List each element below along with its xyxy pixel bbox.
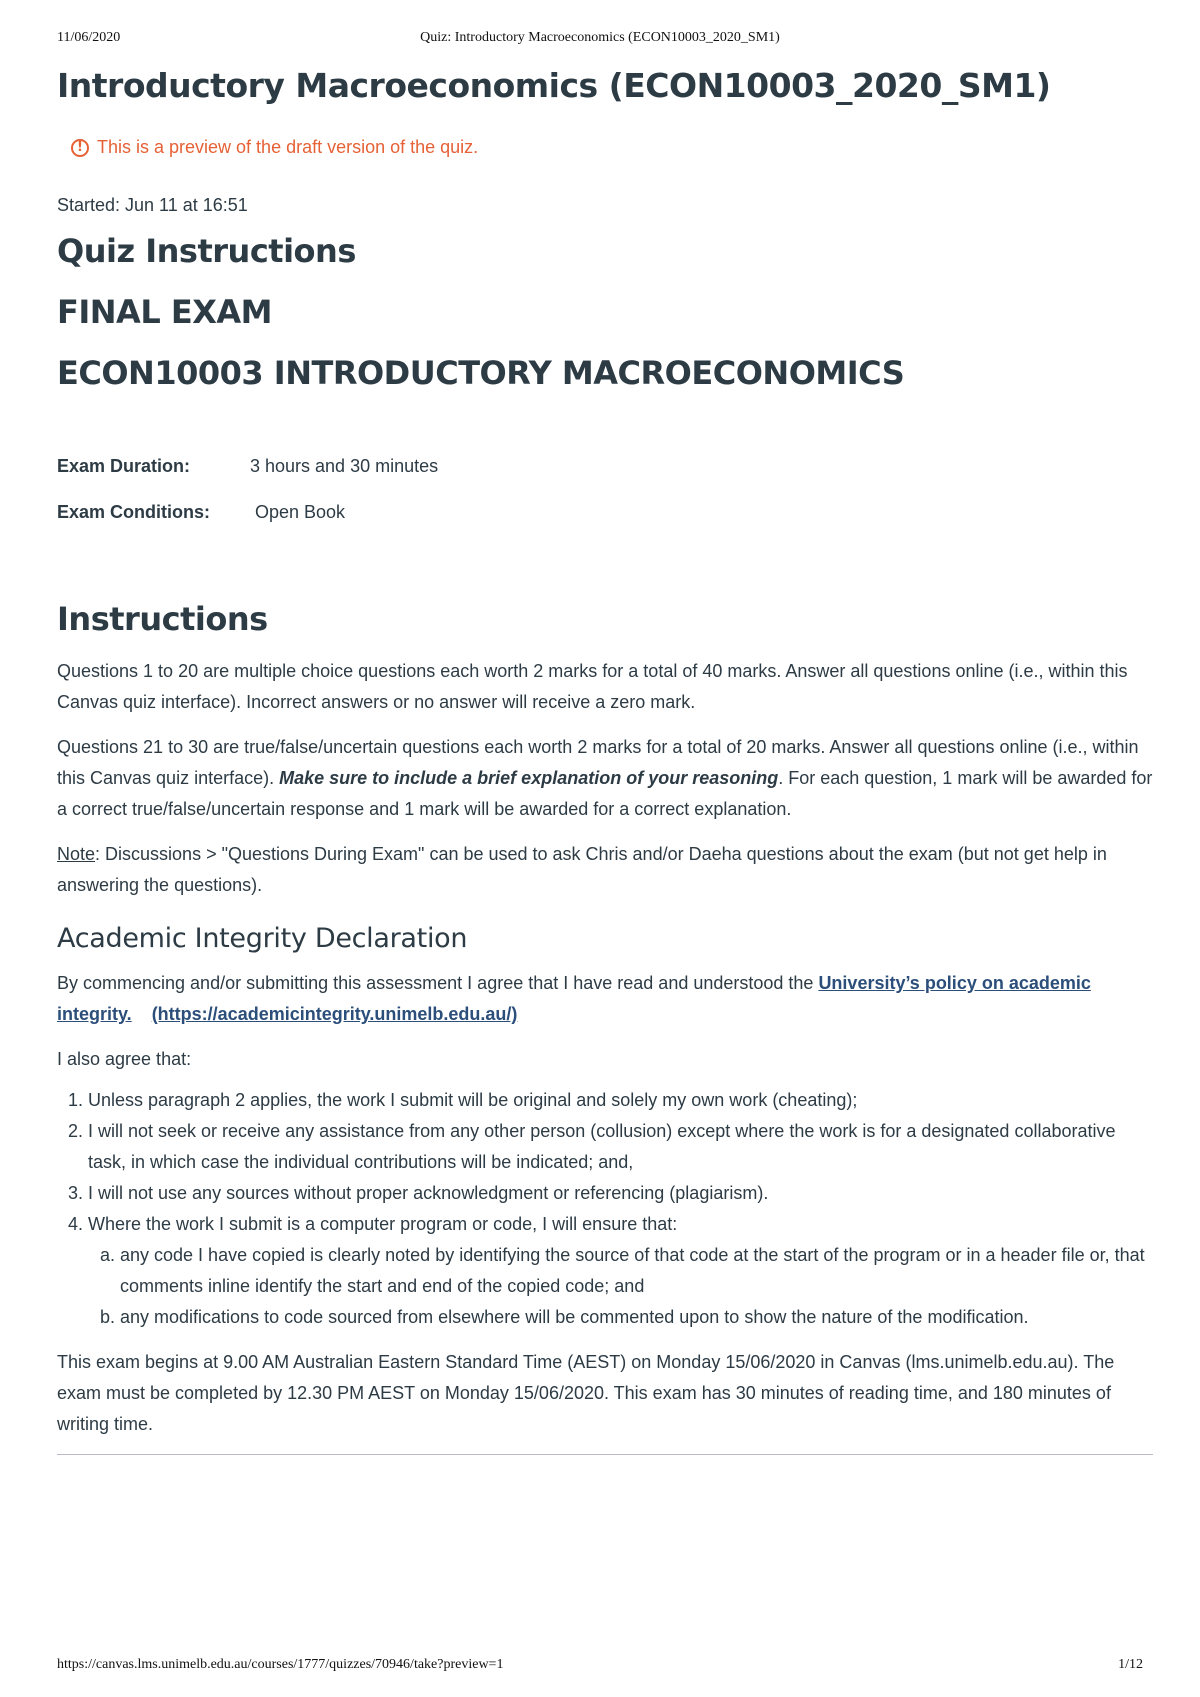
sublist-item: a. any code I have copied is clearly noted by identifying the source of that code at the start of the program or in a header file or, that comments inline identify the start and end of the copied code; and <box>120 1240 1153 1302</box>
instructions-paragraph-1: Questions 1 to 20 are multiple choice questions each worth 2 marks for a total of 40 marks. Answer all questions online (i.e., within this Canvas quiz interface). Incorrect answers or no answer will receive a zero mark. <box>57 661 1128 712</box>
exam-duration-value: 3 hours and 30 minutes <box>250 456 439 476</box>
reasoning-emphasis: Make sure to include a brief explanation of your reasoning <box>279 768 779 788</box>
preview-alert-text: This is a preview of the draft version of the quiz. <box>97 137 479 157</box>
page-title: Introductory Macroeconomics (ECON10003_2020_SM1) <box>57 66 1051 105</box>
quiz-content <box>57 60 1153 1455</box>
list-item: 3. I will not use any sources without proper acknowledgment or referencing (plagiarism). <box>88 1178 1153 1209</box>
exam-conditions-label: Exam Conditions: <box>57 502 211 522</box>
list-item <box>88 1209 1153 1333</box>
exam-schedule-paragraph: This exam begins at 9.00 AM Australian Eastern Standard Time (AEST) on Monday 15/06/2020 in Canvas (lms.unimelb.edu.au). The exam must be completed by 12.30 PM AEST on Monday 15/06/2020. This exam has 30 minutes of reading time, and 180 minutes of writing time. <box>57 1352 1115 1434</box>
paragraph-2-text-b: . For each question, 1 mark will be awarded for a correct true/false/uncertain response and 1 mark will be awarded for a correct explanation. <box>57 768 1153 819</box>
course-heading: ECON10003 INTRODUCTORY MACROECONOMICS <box>57 354 905 392</box>
exam-conditions-value: Open Book <box>255 502 346 522</box>
integrity-policy-link[interactable]: University’s policy on academic integrity. <box>57 973 1091 1024</box>
note-text: : Discussions > "Questions During Exam" can be used to ask Chris and/or Daeha questions about the exam (but not get help in answering the questions). <box>57 844 1107 895</box>
integrity-url-link[interactable]: (https://academicintegrity.unimelb.edu.au/) <box>151 1004 518 1024</box>
print-date: 11/06/2020 <box>57 30 121 45</box>
code-sublist <box>88 1240 1153 1333</box>
exam-duration-label: Exam Duration: <box>57 456 191 476</box>
academic-integrity-heading: Academic Integrity Declaration <box>57 923 468 954</box>
integrity-intro <box>57 968 1153 1030</box>
started-timestamp: Started: Jun 11 at 16:51 <box>57 195 248 215</box>
print-title: Quiz: Introductory Macroeconomics (ECON10003_2020_SM1) <box>420 30 780 45</box>
exam-duration-row <box>57 456 1153 482</box>
print-footer <box>57 1657 1143 1677</box>
quiz-instructions-heading: Quiz Instructions <box>57 232 356 270</box>
print-header <box>57 30 1143 50</box>
final-exam-heading: FINAL EXAM <box>57 293 272 331</box>
list-item: 2. I will not seek or receive any assistance from any other person (collusion) except where the work is for a designated collaborative task, in which case the individual contributions will be indicated; and, <box>88 1116 1153 1178</box>
also-agree-text: I also agree that: <box>57 1049 192 1069</box>
paragraph-2-text-a: Questions 21 to 30 are true/false/uncertain questions each worth 2 marks for a total of 20 marks. Answer all questions online (i.e., within this Canvas quiz interface). <box>57 737 1139 788</box>
preview-alert <box>71 137 1153 158</box>
instructions-paragraph-2 <box>57 732 1153 825</box>
list-item: 1. Unless paragraph 2 applies, the work I submit will be original and solely my own work (cheating); <box>88 1085 1153 1116</box>
sublist-item: b. any modifications to code sourced from elsewhere will be commented upon to show the nature of the modification. <box>120 1302 1153 1333</box>
exam-conditions-row <box>57 502 1153 528</box>
declaration-list <box>57 1085 1153 1333</box>
note-paragraph <box>57 839 1153 901</box>
list-item-text: Where the work I submit is a computer program or code, I will ensure that: <box>88 1214 678 1234</box>
instructions-heading: Instructions <box>57 600 268 638</box>
warning-icon: ! <box>71 139 89 157</box>
note-label: Note <box>57 844 96 864</box>
print-url: https://canvas.lms.unimelb.edu.au/courses/1777/quizzes/70946/take?preview=1 <box>57 1657 504 1672</box>
page-number: 1/12 <box>1118 1657 1143 1672</box>
integrity-intro-text: By commencing and/or submitting this assessment I agree that I have read and understood the <box>57 973 819 993</box>
divider <box>57 1454 1153 1455</box>
